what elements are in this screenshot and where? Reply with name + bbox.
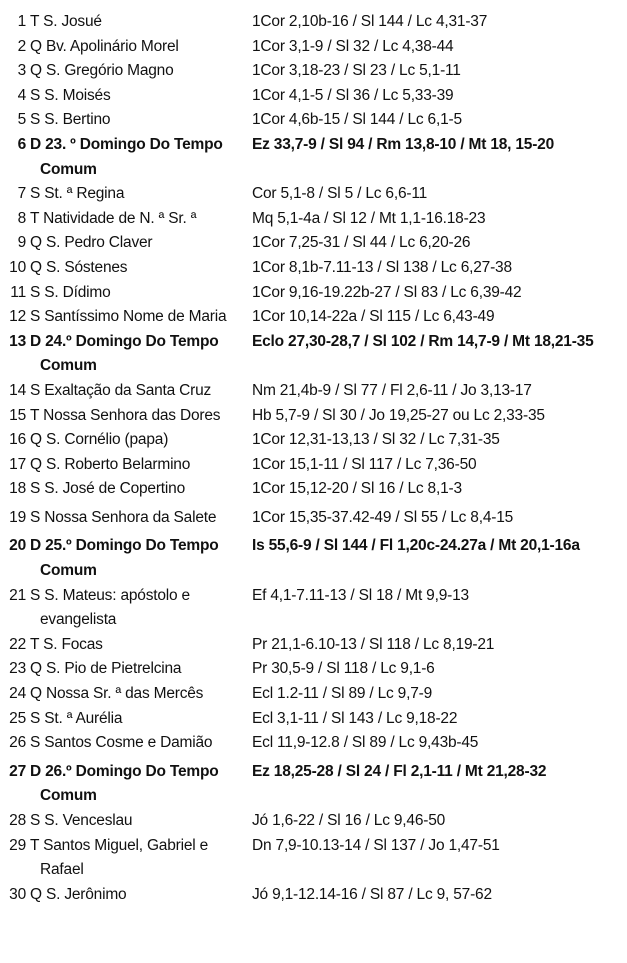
day-number: 29 [9,836,26,854]
celebration-title: S. Moisés [44,86,111,104]
celebration-title: 25.º Domingo Do Tempo [45,537,219,555]
calendar-entry [0,35,627,60]
day-number: 26 [9,734,26,752]
celebration-name [30,133,260,178]
readings: 1Cor 3,18-23 / Sl 23 / Lc 5,1-11 [252,62,461,80]
celebration-title: S. Sóstenes [45,258,128,276]
weekday-letter: T [30,13,39,30]
readings: Eclo 27,30-28,7 / Sl 102 / Rm 14,7-9 / Mt 18,21-35 [252,332,594,350]
day-number: 2 [17,37,26,55]
weekday-letter: S [30,381,41,399]
celebration-title: Santos Miguel, Gabriel e [43,836,209,854]
calendar-entry [0,633,627,658]
calendar-entry [0,731,627,756]
celebration-title: S. Jerônimo [45,885,127,903]
readings: Is 55,6-9 / Sl 144 / Fl 1,20c-24.27a / Mt 20,1-16a [252,537,580,555]
celebration-name [30,707,252,732]
weekday-letter: S [30,86,41,104]
celebration-name [30,534,260,580]
celebration-title: St. ª Aurélia [44,709,123,727]
celebration-title: Nossa Senhora das Dores [43,406,221,424]
celebration-title: S. José de Copertino [44,480,186,498]
calendar-entry [0,404,627,429]
weekday-letter: D [30,762,41,780]
celebration-title-continued: Comum [40,160,97,178]
readings: Mq 5,1-4a / Sl 12 / Mt 1,1-16.18-23 [252,209,486,227]
readings: Ecl 3,1-11 / Sl 143 / Lc 9,18-22 [252,709,458,727]
celebration-title: S. Cornélio (papa) [45,431,169,449]
celebration-title-continued: evangelista [40,611,117,629]
weekday-letter: Q [30,660,42,678]
day-number: 22 [9,635,26,653]
day-number: 1 [17,13,26,30]
weekday-letter: S [30,111,41,129]
calendar-entry [0,428,627,453]
weekday-letter: Q [30,431,42,449]
celebration-title: Natividade de N. ª Sr. ª [43,209,197,227]
day-number: 19 [9,508,26,526]
readings: Ecl 1.2-11 / Sl 89 / Lc 9,7-9 [252,685,433,703]
day-number: 13 [9,332,26,350]
calendar-entry [0,330,627,379]
day-number: 25 [9,709,26,727]
celebration-title-continued: Comum [40,787,97,805]
day-number: 3 [17,62,26,80]
calendar-entry [0,883,627,908]
weekday-letter: S [30,734,41,752]
celebration-name [30,182,252,207]
day-number: 27 [9,762,26,780]
readings: Ecl 11,9-12.8 / Sl 89 / Lc 9,43b-45 [252,734,479,752]
celebration-title: S. Pio de Pietrelcina [45,660,182,678]
calendar-entry [0,834,627,883]
celebration-name [30,428,252,453]
celebration-title: St. ª Regina [44,185,125,203]
day-number: 7 [17,185,26,203]
celebration-name [30,256,252,281]
day-number: 24 [9,685,26,703]
celebration-title: S. Josué [43,13,102,30]
readings: 1Cor 4,6b-15 / Sl 144 / Lc 6,1-5 [252,111,462,129]
weekday-letter: Q [30,62,42,80]
celebration-name [30,207,252,232]
calendar-entry [0,256,627,281]
celebration-title: S. Bertino [44,111,111,129]
celebration-title: Nossa Senhora da Salete [44,508,217,526]
readings: 1Cor 2,10b-16 / Sl 144 / Lc 4,31-37 [252,13,488,30]
readings: 1Cor 15,12-20 / Sl 16 / Lc 8,1-3 [252,480,462,498]
calendar-entry [0,281,627,306]
weekday-letter: S [30,283,41,301]
celebration-title: Nossa Sr. ª das Mercês [45,685,204,703]
celebration-title: 24.º Domingo Do Tempo [45,332,219,350]
calendar-entry [0,182,627,207]
readings: Ez 18,25-28 / Sl 24 / Fl 2,1-11 / Mt 21,28-32 [252,762,547,780]
celebration-name [30,59,252,84]
weekday-letter: S [30,480,41,498]
weekday-letter: S [30,308,41,326]
celebration-name [30,834,252,879]
weekday-letter: Q [30,234,42,252]
celebration-title-continued: Rafael [40,861,84,879]
celebration-title: Santos Cosme e Damião [44,734,213,752]
celebration-name [30,883,252,908]
readings: 1Cor 4,1-5 / Sl 36 / Lc 5,33-39 [252,86,454,104]
celebration-title: S. Pedro Claver [45,234,153,252]
celebration-name [30,731,252,756]
celebration-title: S. Dídimo [44,283,111,301]
celebration-title-continued: Comum [40,357,97,375]
day-number: 16 [9,431,26,449]
celebration-title: Santíssimo Nome de Maria [44,308,227,326]
weekday-letter: S [30,586,41,604]
readings: Pr 30,5-9 / Sl 118 / Lc 9,1-6 [252,660,435,678]
celebration-name [30,453,252,478]
celebration-title: S. Gregório Magno [45,62,174,80]
calendar-entry [0,108,627,133]
readings: 1Cor 12,31-13,13 / Sl 32 / Lc 7,31-35 [252,431,500,449]
weekday-letter: T [30,836,39,854]
celebration-title: 23. º Domingo Do Tempo [45,135,223,153]
celebration-name [30,584,252,629]
day-number: 8 [17,209,26,227]
calendar-entry [0,760,627,809]
day-number: 17 [9,455,26,473]
celebration-name [30,35,252,60]
readings: 1Cor 10,14-22a / Sl 115 / Lc 6,43-49 [252,308,495,326]
celebration-name [30,10,252,35]
day-number: 5 [17,111,26,129]
calendar-entry [0,809,627,834]
celebration-name [30,682,252,707]
celebration-title: S. Focas [43,635,103,653]
weekday-letter: Q [30,685,42,703]
readings: 1Cor 3,1-9 / Sl 32 / Lc 4,38-44 [252,37,454,55]
weekday-letter: Q [30,455,42,473]
celebration-title: S. Mateus: apóstolo e [44,586,190,604]
readings: 1Cor 15,35-37.42-49 / Sl 55 / Lc 8,4-15 [252,508,514,526]
celebration-name [30,633,252,658]
calendar-entry [0,59,627,84]
day-number: 23 [9,660,26,678]
weekday-letter: T [30,209,39,227]
readings: 1Cor 7,25-31 / Sl 44 / Lc 6,20-26 [252,234,471,252]
calendar-entry [0,84,627,109]
day-number: 14 [9,381,26,399]
celebration-title: Bv. Apolinário Morel [45,37,179,55]
weekday-letter: T [30,635,39,653]
readings: 1Cor 15,1-11 / Sl 117 / Lc 7,36-50 [252,455,477,473]
day-number: 28 [9,812,26,829]
readings: 1Cor 9,16-19.22b-27 / Sl 83 / Lc 6,39-42 [252,283,522,301]
weekday-letter: S [30,508,41,526]
weekday-letter: T [30,406,39,424]
weekday-letter: Q [30,885,42,903]
calendar-entry [0,379,627,404]
celebration-name [30,330,260,375]
calendar-entry [0,506,627,531]
celebration-name [30,108,252,133]
calendar-entry [0,682,627,707]
celebration-title: S. Roberto Belarmino [45,455,191,473]
celebration-name [30,657,252,682]
day-number: 30 [9,885,26,903]
day-number: 10 [9,258,26,276]
day-number: 15 [9,406,26,424]
weekday-letter: Q [30,37,42,55]
celebration-name [30,231,252,256]
calendar-entry [0,133,627,182]
calendar-entry [0,657,627,682]
celebration-title: Exaltação da Santa Cruz [44,381,212,399]
calendar-entry [0,477,627,502]
day-number: 6 [17,135,26,153]
day-number: 12 [9,308,26,326]
calendar-entry [0,231,627,256]
readings: Ez 33,7-9 / Sl 94 / Rm 13,8-10 / Mt 18, 15-20 [252,135,555,153]
celebration-title-continued: Comum [40,562,97,580]
calendar-entry [0,305,627,330]
celebration-title: 26.º Domingo Do Tempo [45,762,219,780]
calendar-entry [0,534,627,583]
calendar-entry [0,584,627,633]
readings: Pr 21,1-6.10-13 / Sl 118 / Lc 8,19-21 [252,635,495,653]
celebration-title: S. Venceslau [44,812,133,829]
readings: 1Cor 8,1b-7.11-13 / Sl 138 / Lc 6,27-38 [252,258,512,276]
day-number: 11 [10,283,26,301]
weekday-letter: Q [30,258,42,276]
weekday-letter: D [30,135,41,153]
readings: Jó 1,6-22 / Sl 16 / Lc 9,46-50 [252,812,446,829]
calendar-entry [0,707,627,732]
readings: Ef 4,1-7.11-13 / Sl 18 / Mt 9,9-13 [252,586,469,604]
day-number: 9 [17,234,26,252]
celebration-name [30,760,260,805]
weekday-letter: D [30,332,41,350]
readings: Hb 5,7-9 / Sl 30 / Jo 19,25-27 ou Lc 2,33-35 [252,406,545,424]
calendar-entry [0,207,627,232]
day-number: 21 [9,586,26,604]
day-number: 18 [9,480,26,498]
calendar-entry [0,10,627,35]
readings: Cor 5,1-8 / Sl 5 / Lc 6,6-11 [252,185,428,203]
calendar-entry [0,453,627,478]
celebration-name [30,477,252,502]
readings: Jó 9,1-12.14-16 / Sl 87 / Lc 9, 57-62 [252,885,492,903]
celebration-name [30,84,252,109]
readings: Nm 21,4b-9 / Sl 77 / Fl 2,6-11 / Jo 3,13-17 [252,381,532,399]
day-number: 4 [17,86,26,104]
weekday-letter: S [30,812,41,829]
liturgical-calendar [0,10,627,907]
celebration-name [30,379,252,404]
celebration-name [30,809,252,834]
celebration-name [30,281,252,306]
weekday-letter: S [30,709,41,727]
celebration-name [30,404,252,429]
day-number: 20 [9,537,26,555]
weekday-letter: S [30,185,41,203]
celebration-name [30,305,252,330]
weekday-letter: D [30,537,41,555]
celebration-name [30,506,252,531]
readings: Dn 7,9-10.13-14 / Sl 137 / Jo 1,47-51 [252,836,500,854]
